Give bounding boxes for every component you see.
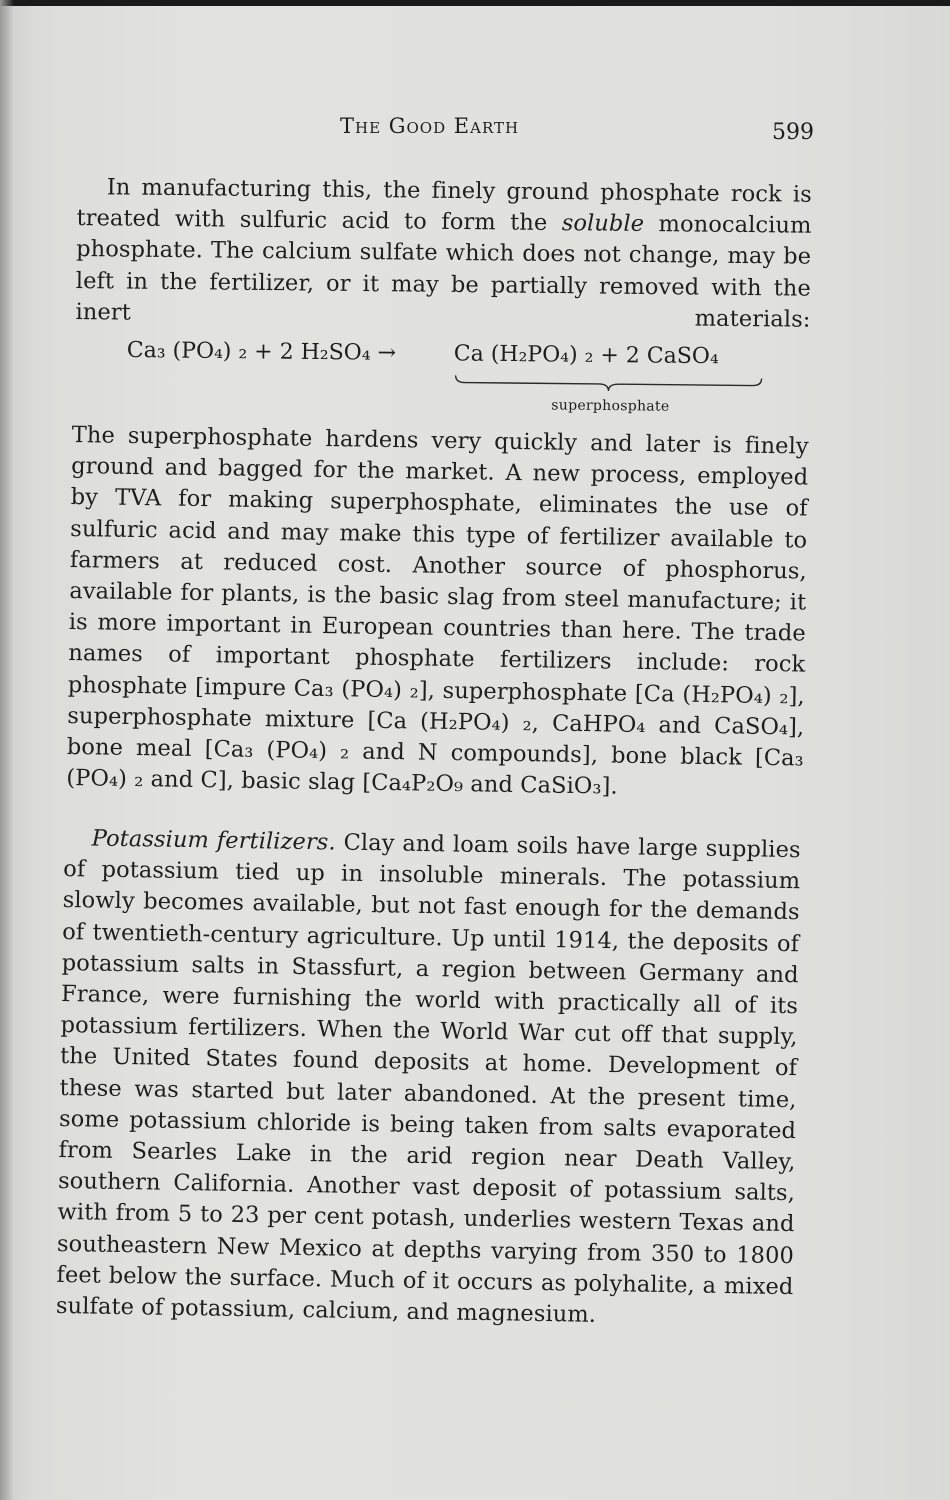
paragraph-potassium [56,823,801,1334]
page-number: 599 [772,120,814,145]
equation-products: Ca (H₂PO₄) ₂ + 2 CaSO₄ [453,341,719,370]
brace-label-superphosphate: superphosphate [551,397,670,415]
emphasis-soluble: soluble [561,210,645,238]
paragraph-1-start: In manufacturing this, the finely ground phosphate rock is treated with sulfuric acid to form the [76,174,812,237]
page-top-edge [0,0,950,6]
equation-reactants: Ca₃ (PO₄) ₂ + 2 H₂SO₄ → [126,338,397,366]
paragraph-1-end: monocalcium phosphate. The calcium sulfate which does not change, may be left in the fertilizer, or it may be partially removed with the inert materials: [75,211,812,333]
paragraph-3-body: Clay and loam soils have large supplies of potassium tied up in insoluble minerals. The potassium slowly becomes available, but not fast enough for the demands of twentieth-century agriculture. Up until 1914, the deposits of potassium salts in Stassfurt, a region between Germany and France, were furnishing the world with practically all of its potassium fertilizers. When the World War cut off that supply, the United States found deposits at home. Development of these was started but later abandoned. At the present time, some potassium chloride is being taken from salts evaporated from Searles Lake in the arid region near Death Valley, southern California. Another vast deposit of potassium salts, with from 5 to 23 per cent potash, underlies western Texas and southeastern New Mexico at depths varying from 350 to 1800 feet below the surface. Much of it occurs as polyhalite, a mixed sulfate of potassium, calcium, and magnesium. [55,829,801,1328]
paragraph-manufacturing [75,172,812,336]
spine-shadow [0,0,14,1500]
underbrace [454,373,762,394]
paragraph-superphosphate: The superphosphate hardens very quickly and later is finely ground and bagged for the market. A new process, employed by TVA for making superphosphate, eliminates the use of sulfuric acid and may make this type of fertilizer available to farmers at reduced cost. Another source of phosphorus, available for plants, is the basic slag from steel manufacture; it is more important in European countries than here. The trade names of important phosphate fertilizers include: rock phosphate [impure Ca₃ (PO₄) ₂], superphosphate [Ca (H₂PO₄) ₂], superphosphate mixture [Ca (H₂PO₄) ₂, CaHPO₄ and CaSO₄], bone meal [Ca₃ (PO₄) ₂ and N compounds], bone black [Ca₃ (PO₄) ₂ and C], basic slag [Ca₄P₂O₉ and CaSiO₃]. [66,421,809,800]
chemical-equation [126,338,777,425]
section-lead-potassium: Potassium fertilizers. [91,825,336,856]
running-head: The Good Earth [340,114,520,138]
